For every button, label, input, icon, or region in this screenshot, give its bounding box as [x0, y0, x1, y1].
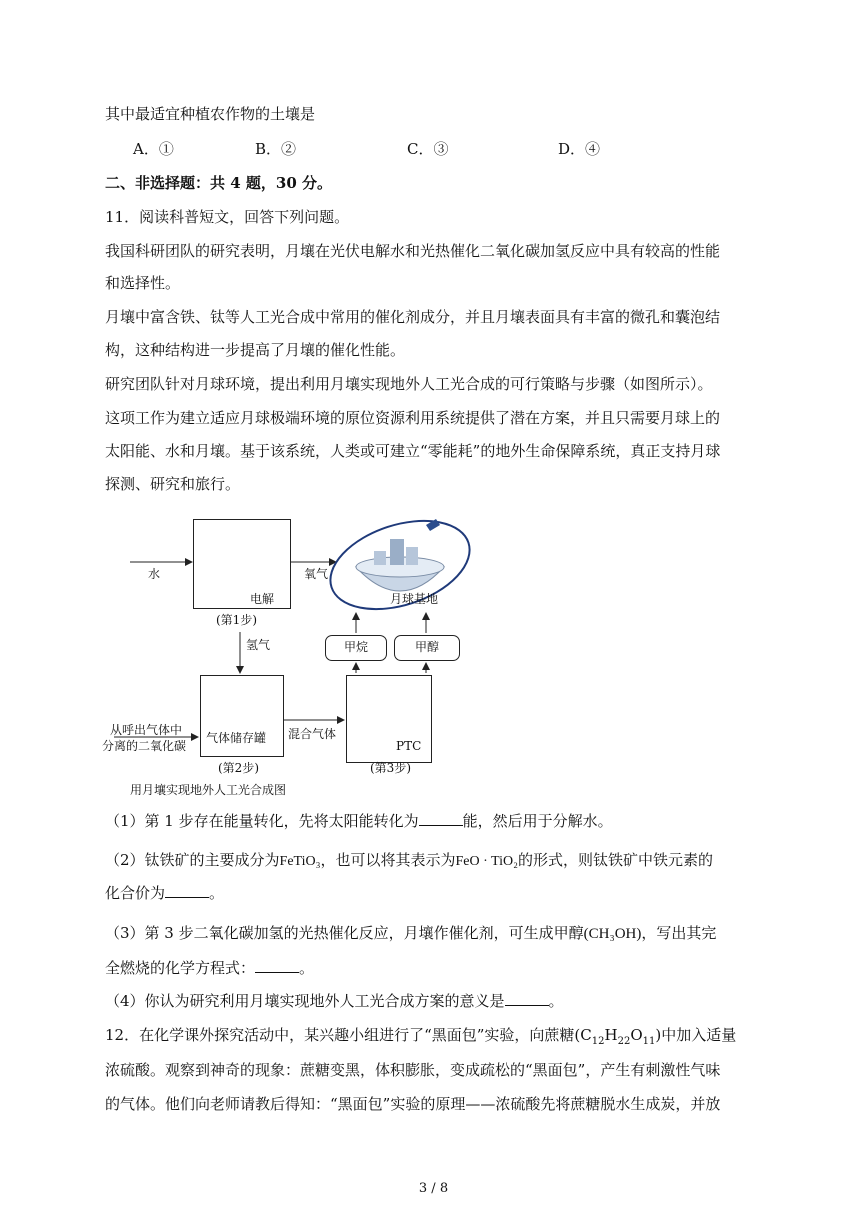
step1-label: (第1步) [216, 613, 257, 627]
option-d[interactable] [558, 139, 600, 159]
ilmenite-oxide-formula: FeO · TiO₂ [455, 854, 518, 869]
answer-blank[interactable] [255, 958, 299, 973]
q11-paragraph-line: 探测、研究和旅行。 [105, 475, 241, 493]
q12-text: H [604, 1026, 618, 1044]
moon-base-label: 月球基地 [390, 592, 439, 606]
methanol-box: 甲醇 [394, 635, 460, 661]
q11-sub1-text: 能，然后用于分解水。 [462, 812, 613, 830]
answer-blank[interactable] [419, 811, 463, 826]
question-10-tail: 其中最适宜种植农作物的土壤是 [105, 105, 316, 123]
q11-sub3-text: （3）第 3 步二氧化碳加氢的光热催化反应，月壤作催化剂，可生成甲醇 [105, 924, 584, 942]
q11-paragraph-line: 太阳能、水和月壤。基于该系统，人类或可建立“零能耗”的地外生命保障系统，真正支持月球 [105, 442, 721, 460]
q11-paragraph-line: 构，这种结构进一步提高了月壤的催化性能。 [105, 341, 406, 359]
q11-paragraph-line: 这项工作为建立适应月球极端环境的原位资源利用系统提供了潜在方案，并且只需要月球上的 [105, 409, 721, 427]
q11-sub2-text: ，也可以将其表示为 [320, 851, 456, 869]
option-c-value: ③ [433, 140, 449, 158]
q11-sub1-text: （1）第 1 步存在能量转化，先将太阳能转化为 [105, 812, 419, 830]
subscript: 11 [642, 1036, 656, 1047]
section-heading: 二、非选择题：共 4 题，30 分。 [105, 174, 332, 192]
water-label: 水 [148, 567, 161, 581]
answer-blank[interactable] [165, 883, 209, 898]
step3-label: (第3步) [370, 761, 411, 775]
option-b-value: ② [281, 140, 297, 158]
q11-sub2-text: 的形式，则钛铁矿中铁元素的 [517, 851, 713, 869]
q11-sub3-line2 [105, 958, 314, 978]
q11-sub2-text: （2）钛铁矿的主要成分为 [105, 851, 280, 869]
option-c[interactable] [407, 139, 449, 159]
q12-text: O [630, 1026, 643, 1044]
ilmenite-formula: FeTiO₃ [279, 854, 321, 869]
q12-text: 12．在化学课外探究活动中，某兴趣小组进行了“黑面包”实验，向蔗糖(C [105, 1026, 592, 1044]
option-d-value: ④ [585, 140, 601, 158]
option-c-letter: C． [407, 140, 434, 158]
q11-sub4-text: （4）你认为研究利用月壤实现地外人工光合成方案的意义是 [105, 992, 505, 1010]
step1-box [193, 519, 291, 609]
q11-intro: 11．阅读科普短文，回答下列问题。 [105, 208, 350, 226]
q11-sub2-text: 化合价为 [105, 884, 166, 902]
moon-photosynthesis-diagram [100, 505, 480, 805]
q11-sub3-text: 全燃烧的化学方程式： [105, 959, 256, 977]
q12-line: 浓硫酸。观察到神奇的现象：蔗糖变黑，体积膨胀，变成疏松的“黑面包”，产生有刺激性气味 [105, 1061, 721, 1079]
q11-sub3-text: 。 [299, 959, 315, 977]
option-d-letter: D． [558, 140, 586, 158]
option-b[interactable] [255, 139, 296, 159]
q11-paragraph-line: 和选择性。 [105, 274, 181, 292]
methanol-formula: (CH₃OH) [583, 926, 642, 942]
q11-sub4 [105, 991, 564, 1011]
subscript: 12 [591, 1036, 605, 1047]
co2-source-label: 分离的二氧化碳 [102, 739, 187, 753]
mixed-gas-label: 混合气体 [288, 727, 337, 741]
q11-paragraph-line: 月壤中富含铁、钛等人工光合成中常用的催化剂成分，并且月壤表面具有丰富的微孔和囊泡结 [105, 308, 721, 326]
oxygen-label: 氧气 [304, 567, 329, 581]
page-number: 3 / 8 [418, 1181, 449, 1196]
diagram-caption: 用月壤实现地外人工光合成图 [130, 783, 287, 797]
q11-paragraph-line: 研究团队针对月球环境，提出利用月壤实现地外人工光合成的可行策略与步骤（如图所示）。 [105, 375, 713, 393]
option-a-value: ① [158, 140, 174, 158]
q11-sub4-text: 。 [548, 992, 564, 1010]
hydrogen-label: 氢气 [246, 638, 271, 652]
subscript: 22 [617, 1036, 631, 1047]
q11-sub2-text: 。 [209, 884, 225, 902]
q11-sub2-line2 [105, 883, 224, 903]
gas-tank-label: 气体储存罐 [206, 731, 267, 745]
q11-sub3 [105, 923, 716, 944]
option-a-letter: A． [133, 140, 159, 158]
option-b-letter: B． [255, 140, 282, 158]
q12-line: 的气体。他们向老师请教后得知：“黑面包”实验的原理——浓硫酸先将蔗糖脱水生成炭，并放 [105, 1095, 721, 1113]
q12-line [105, 1025, 736, 1052]
option-a[interactable] [133, 139, 174, 159]
co2-source-label: 从呼出气体中 [110, 723, 183, 737]
q11-paragraph-line: 我国科研团队的研究表明，月壤在光伏电解水和光热催化二氧化碳加氢反应中具有较高的性能 [105, 242, 721, 260]
q11-sub2 [105, 850, 713, 872]
moon-base-icon [319, 505, 480, 625]
step2-label: (第2步) [218, 761, 259, 775]
q11-sub3-text: ，写出其完 [641, 924, 717, 942]
methane-box: 甲烷 [325, 635, 387, 661]
ptc-label: PTC [396, 739, 422, 753]
q11-sub1 [105, 811, 613, 831]
answer-blank[interactable] [505, 991, 549, 1006]
electrolysis-label: 电解 [250, 592, 275, 606]
q12-text: )中加入适量 [655, 1026, 737, 1044]
